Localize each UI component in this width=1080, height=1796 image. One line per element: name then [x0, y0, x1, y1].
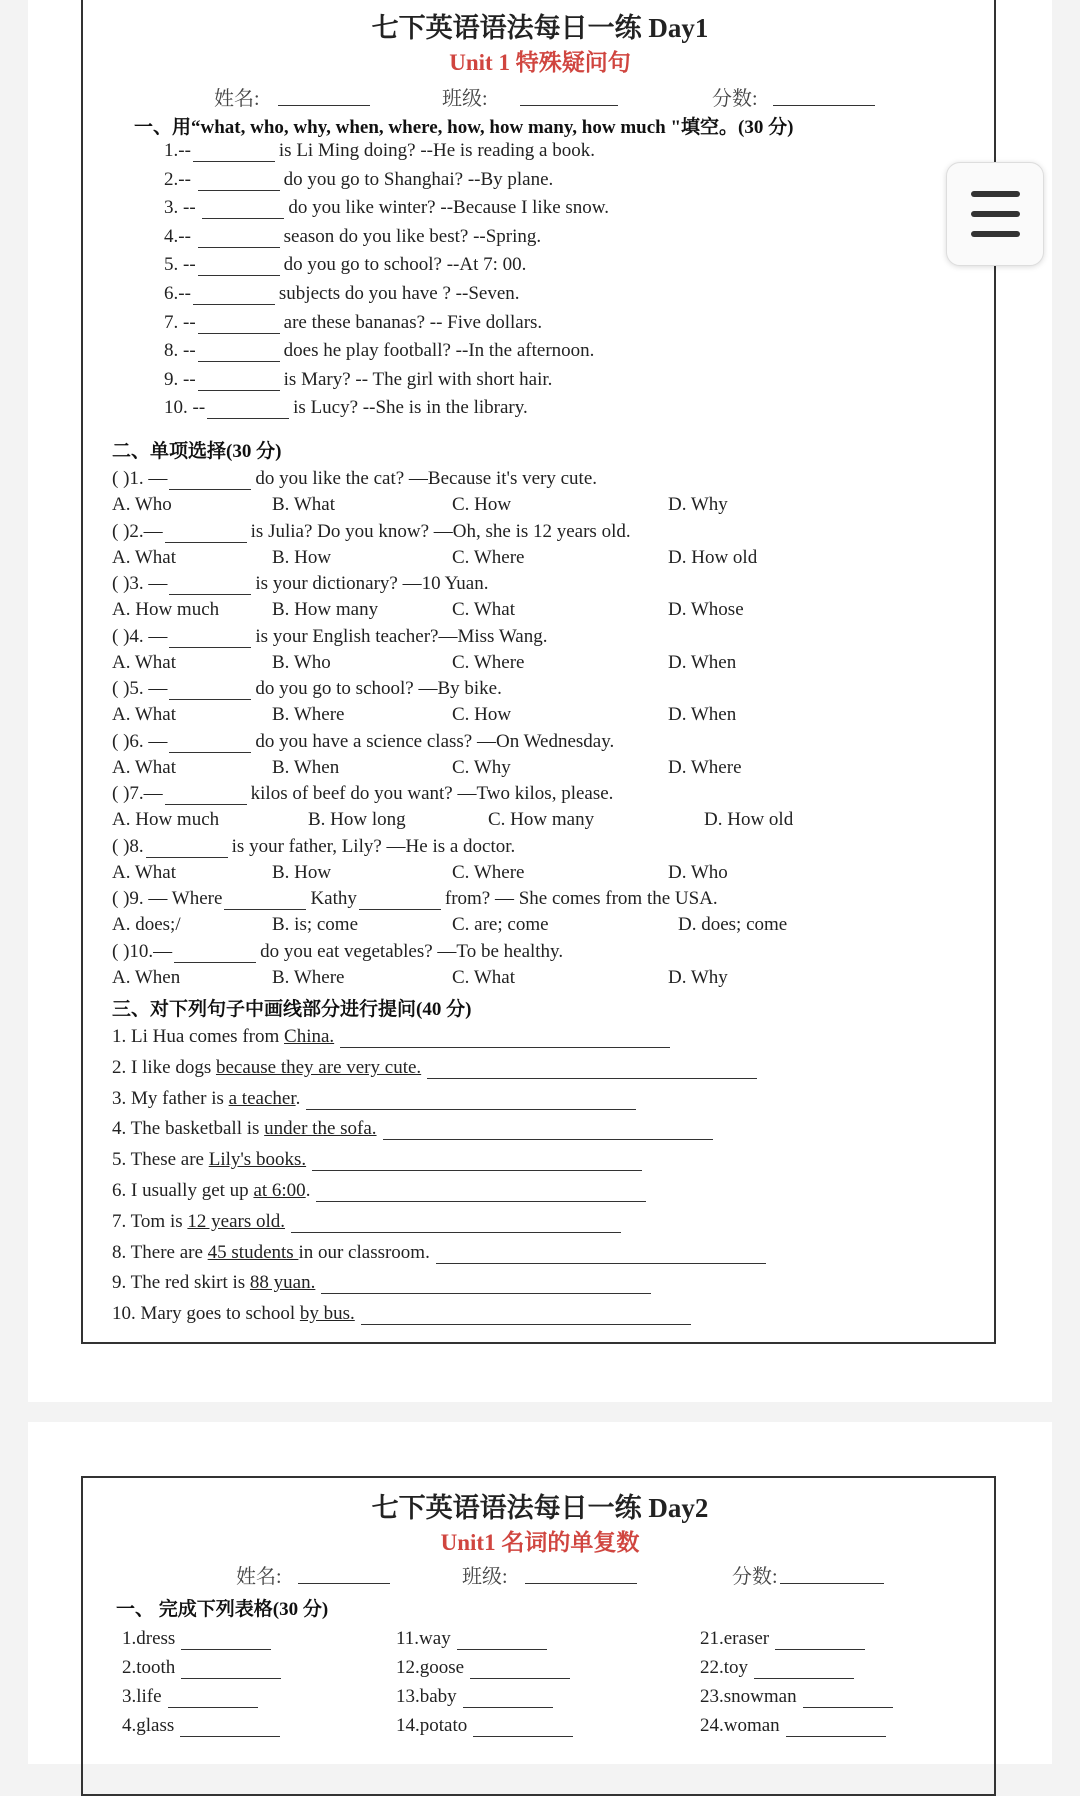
mc-question [112, 468, 597, 490]
answer-blank[interactable] [169, 646, 251, 648]
question-text: do you go to school? —By bike. [255, 678, 502, 699]
question-number: 7. -- [164, 311, 196, 333]
class-field-day2[interactable] [525, 1582, 637, 1584]
page-title: 七下英语语法每日一练 Day1 [371, 13, 709, 43]
question-text: season do you like best? --Spring. [283, 225, 542, 247]
answer-blank[interactable] [165, 803, 247, 805]
option-a[interactable]: A. How much [112, 599, 220, 620]
plural-blank[interactable] [457, 1648, 547, 1650]
answer-blank[interactable] [165, 541, 247, 543]
answer-line[interactable] [291, 1231, 621, 1233]
sentence-text: . [295, 1087, 301, 1109]
plural-blank[interactable] [786, 1735, 886, 1737]
question-number: 2.-- [164, 168, 196, 190]
word-item [700, 1657, 854, 1679]
page-subtitle: Unit 1 特殊疑问句 [449, 50, 631, 75]
word-item [700, 1715, 886, 1737]
question-row [164, 140, 595, 162]
answer-blank[interactable] [169, 751, 251, 753]
mc-question [112, 941, 563, 963]
answer-line[interactable] [340, 1046, 670, 1048]
answer-blank[interactable] [198, 246, 280, 248]
question-text: is Lucy? --She is in the library. [293, 397, 528, 419]
option-d[interactable]: D. How old [668, 546, 758, 568]
question-number: ( )4. — [112, 625, 168, 647]
plural-blank[interactable] [181, 1648, 271, 1650]
rewrite-row [112, 1026, 670, 1048]
rewrite-row [112, 1088, 636, 1110]
mc-question [112, 626, 547, 648]
plural-blank[interactable] [181, 1677, 281, 1679]
question-number: 9. -- [164, 368, 196, 390]
question-text: do you like winter? --Because I like snow. [288, 197, 610, 219]
question-row [164, 226, 541, 248]
option-c[interactable]: C. How [452, 704, 512, 725]
option-b[interactable]: B. How [272, 861, 332, 883]
option-c[interactable]: C. Where [452, 651, 525, 673]
question-number: 10. -- [164, 397, 206, 419]
answer-blank[interactable] [198, 189, 280, 191]
day2-section1-heading: 一、 完成下列表格(30 分) [116, 1599, 329, 1620]
answer-blank[interactable] [224, 908, 306, 910]
question-number: ( )1. — [112, 468, 168, 489]
word-item [122, 1657, 281, 1679]
mc-question [112, 573, 488, 595]
page-subtitle-day2: Unit1 名词的单复数 [440, 1530, 640, 1555]
underlined-part: because they are very cute. [215, 1056, 422, 1078]
word-text: 1.dress [122, 1628, 176, 1649]
question-text: from? — She comes from the USA. [444, 888, 718, 909]
answer-blank[interactable] [202, 217, 284, 219]
word-text: 23.snowman [700, 1686, 797, 1707]
rewrite-row [112, 1303, 691, 1325]
question-number: ( )10.— [112, 940, 173, 962]
plural-blank[interactable] [168, 1706, 258, 1708]
answer-line[interactable] [436, 1262, 766, 1264]
plural-blank[interactable] [463, 1706, 553, 1708]
class-label: 班级: [442, 88, 488, 110]
hamburger-menu-icon-bar [971, 211, 1020, 217]
plural-blank[interactable] [803, 1706, 893, 1708]
worksheet-page-day1 [28, 0, 1052, 1402]
worksheet-page-day2 [28, 1422, 1052, 1764]
option-b[interactable]: B. How many [272, 599, 379, 620]
word-item [122, 1715, 280, 1737]
answer-blank[interactable] [169, 488, 251, 490]
option-b[interactable]: B. When [272, 756, 340, 778]
question-row [164, 197, 609, 219]
question-text: is your English teacher?—Miss Wang. [255, 625, 548, 647]
question-text: Kathy [310, 888, 357, 909]
word-item [122, 1686, 258, 1708]
question-number: ( )3. — [112, 573, 168, 594]
answer-blank[interactable] [198, 360, 280, 362]
option-a[interactable]: A. does;/ [112, 914, 181, 935]
underlined-part: by bus. [299, 1303, 355, 1325]
word-text: 2.tooth [122, 1657, 176, 1678]
option-d[interactable]: D. How old [704, 809, 794, 830]
word-text: 22.toy [700, 1657, 749, 1678]
option-d[interactable]: D. does; come [678, 914, 788, 935]
word-text: 4.glass [122, 1715, 175, 1736]
option-c[interactable]: C. What [452, 599, 515, 620]
section1-heading: 一、用“what, who, why, when, where, how, how many, how much "填空。(30 分) [134, 117, 794, 138]
rewrite-row [112, 1242, 766, 1264]
sentence-text: 4. The basketball is [112, 1118, 265, 1140]
word-text: 13.baby [396, 1686, 457, 1707]
mc-question [112, 678, 502, 700]
question-row [164, 254, 526, 276]
option-c[interactable]: C. How many [488, 809, 595, 830]
option-b[interactable]: B. Who [272, 651, 331, 673]
sentence-text: 5. These are [112, 1149, 209, 1171]
question-text: do you go to Shanghai? --By plane. [283, 168, 554, 190]
answer-blank[interactable] [198, 389, 280, 391]
question-text: do you eat vegetables? —To be healthy. [260, 940, 564, 962]
word-text: 14.potato [396, 1715, 468, 1736]
question-text: is Li Ming doing? --He is reading a book. [278, 140, 595, 161]
question-number: ( )9. — Where [112, 888, 223, 909]
plural-blank[interactable] [754, 1677, 854, 1679]
option-b[interactable]: B. Where [272, 966, 345, 988]
option-a[interactable]: A. What [112, 651, 177, 673]
hamburger-menu-icon-bar [971, 231, 1020, 237]
question-number: 5. -- [164, 254, 196, 276]
sentence-text: 2. I like dogs [112, 1056, 216, 1078]
word-item [122, 1628, 271, 1650]
question-number: 1.-- [164, 140, 191, 161]
plural-blank[interactable] [473, 1735, 573, 1737]
question-row [164, 169, 553, 191]
sentence-text: 8. There are [112, 1241, 208, 1263]
question-number: 8. -- [164, 340, 196, 362]
section2-heading: 二、单项选择(30 分) [112, 441, 282, 462]
class-label-day2: 班级: [462, 1566, 508, 1588]
word-item [700, 1628, 865, 1650]
option-d[interactable]: D. Whose [668, 599, 744, 620]
answer-blank[interactable] [198, 274, 280, 276]
sentence-text: 7. Tom is [112, 1210, 188, 1232]
question-text: do you have a science class? —On Wednesday. [255, 730, 615, 752]
answer-blank[interactable] [193, 160, 275, 162]
option-b[interactable]: B. What [272, 494, 335, 515]
word-text: 24.woman [700, 1715, 780, 1736]
option-d[interactable]: D. Why [668, 494, 728, 515]
question-text: are these bananas? -- Five dollars. [283, 311, 543, 333]
question-text: does he play football? --In the afternoon. [283, 340, 595, 362]
option-d[interactable]: D. Where [668, 756, 742, 778]
rewrite-row [112, 1272, 651, 1294]
sentence-text: 9. The red skirt is [112, 1272, 250, 1294]
underlined-part: 12 years old. [187, 1210, 286, 1232]
question-text: subjects do you have ? --Seven. [278, 283, 520, 304]
question-number: ( )5. — [112, 678, 168, 699]
sentence-text: in our classroom. [298, 1241, 430, 1263]
answer-line[interactable] [312, 1169, 642, 1171]
option-c[interactable]: C. Why [452, 756, 511, 778]
question-number: ( )6. — [112, 730, 168, 752]
answer-blank[interactable] [169, 593, 251, 595]
underlined-part: 45 students [207, 1241, 299, 1263]
answer-line[interactable] [306, 1108, 636, 1110]
word-item [700, 1686, 893, 1708]
mc-question [112, 521, 631, 543]
mc-question [112, 836, 515, 858]
word-item [396, 1628, 547, 1650]
sentence-text: 3. My father is [112, 1087, 229, 1109]
name-label: 姓名: [214, 88, 260, 110]
question-text: do you like the cat? —Because it's very cute. [255, 468, 598, 489]
question-text: is your dictionary? —10 Yuan. [255, 573, 489, 594]
question-number: 4.-- [164, 225, 196, 247]
answer-line[interactable] [427, 1077, 757, 1079]
question-row [164, 369, 552, 391]
question-number: 3. -- [164, 197, 201, 219]
option-a[interactable]: A. What [112, 756, 177, 778]
option-a[interactable]: A. When [112, 966, 181, 988]
mc-question [112, 783, 613, 805]
answer-line[interactable] [321, 1292, 651, 1294]
question-row [164, 283, 520, 305]
option-a[interactable]: A. What [112, 704, 177, 725]
score-field[interactable] [773, 104, 875, 106]
sentence-text: 6. I usually get up [112, 1180, 254, 1201]
section3-heading: 三、对下列句子中画线部分进行提问(40 分) [112, 999, 472, 1020]
score-label: 分数: [712, 88, 758, 110]
option-a[interactable]: A. How much [112, 809, 220, 830]
word-text: 3.life [122, 1686, 162, 1707]
plural-blank[interactable] [470, 1677, 570, 1679]
rewrite-row [112, 1118, 713, 1140]
rewrite-row [112, 1149, 642, 1171]
plural-blank[interactable] [775, 1648, 865, 1650]
option-d[interactable]: D. When [668, 704, 737, 725]
answer-line[interactable] [383, 1138, 713, 1140]
word-item [396, 1715, 573, 1737]
question-text: is Julia? Do you know? —Oh, she is 12 years old. [250, 520, 631, 542]
answer-blank[interactable] [198, 332, 280, 334]
name-field[interactable] [278, 104, 370, 106]
question-text: is Mary? -- The girl with short hair. [283, 368, 553, 390]
underlined-part: Lily's books. [208, 1149, 307, 1171]
answer-blank[interactable] [193, 303, 275, 305]
option-c[interactable]: C. What [452, 966, 515, 988]
option-b[interactable]: B. Where [272, 704, 345, 725]
answer-line[interactable] [316, 1200, 646, 1202]
option-c[interactable]: C. Where [452, 861, 525, 883]
rewrite-row [112, 1057, 757, 1079]
sentence-text: 10. Mary goes to school [112, 1303, 300, 1325]
mc-question [112, 888, 718, 910]
option-c[interactable]: C. Where [452, 546, 525, 568]
question-number: ( )8. [112, 835, 144, 857]
option-a[interactable]: A. Who [112, 494, 172, 515]
option-c[interactable]: C. are; come [452, 914, 549, 935]
underlined-part: at 6:00 [253, 1180, 306, 1201]
option-c[interactable]: C. How [452, 494, 512, 515]
sentence-text: . [305, 1180, 311, 1201]
answer-blank[interactable] [359, 908, 441, 910]
question-number: ( )2.— [112, 520, 163, 542]
answer-blank[interactable] [207, 417, 289, 419]
question-row [164, 397, 528, 419]
answer-blank[interactable] [146, 856, 228, 858]
option-a[interactable]: A. What [112, 546, 177, 568]
plural-blank[interactable] [180, 1735, 280, 1737]
rewrite-row [112, 1180, 646, 1202]
question-number: 6.-- [164, 283, 191, 304]
question-text: do you go to school? --At 7: 00. [283, 254, 527, 276]
answer-blank[interactable] [174, 961, 256, 963]
question-text: is your father, Lily? —He is a doctor. [231, 835, 516, 857]
underlined-part: 88 yuan. [249, 1272, 316, 1294]
underlined-part: under the sofa. [264, 1118, 377, 1140]
option-a[interactable]: A. What [112, 861, 177, 883]
menu-button[interactable] [946, 162, 1044, 266]
question-row [164, 312, 542, 334]
answer-line[interactable] [361, 1323, 691, 1325]
answer-blank[interactable] [169, 698, 251, 700]
option-b[interactable]: B. How [272, 546, 332, 568]
name-field-day2[interactable] [298, 1582, 390, 1584]
mc-question [112, 731, 614, 753]
score-field-day2[interactable] [780, 1582, 884, 1584]
sentence-text: 1. Li Hua comes from [112, 1026, 285, 1047]
option-b[interactable]: B. is; come [272, 914, 359, 935]
rewrite-row [112, 1211, 621, 1233]
underlined-part: China. [284, 1026, 335, 1047]
word-text: 21.eraser [700, 1628, 770, 1649]
option-d[interactable]: D. Who [668, 861, 728, 883]
underlined-part: a teacher [228, 1087, 296, 1109]
question-row [164, 340, 594, 362]
question-text: kilos of beef do you want? —Two kilos, please. [250, 783, 614, 804]
option-b[interactable]: B. How long [308, 809, 406, 830]
score-label-day2: 分数: [732, 1566, 778, 1588]
word-item [396, 1657, 570, 1679]
page-title-day2: 七下英语语法每日一练 Day2 [371, 1493, 709, 1523]
word-text: 11.way [396, 1628, 451, 1649]
class-field[interactable] [520, 104, 618, 106]
hamburger-menu-icon [971, 191, 1020, 197]
name-label-day2: 姓名: [236, 1566, 282, 1588]
option-d[interactable]: D. When [668, 651, 737, 673]
word-item [396, 1686, 553, 1708]
word-text: 12.goose [396, 1657, 465, 1678]
question-number: ( )7.— [112, 783, 163, 804]
option-d[interactable]: D. Why [668, 966, 728, 988]
